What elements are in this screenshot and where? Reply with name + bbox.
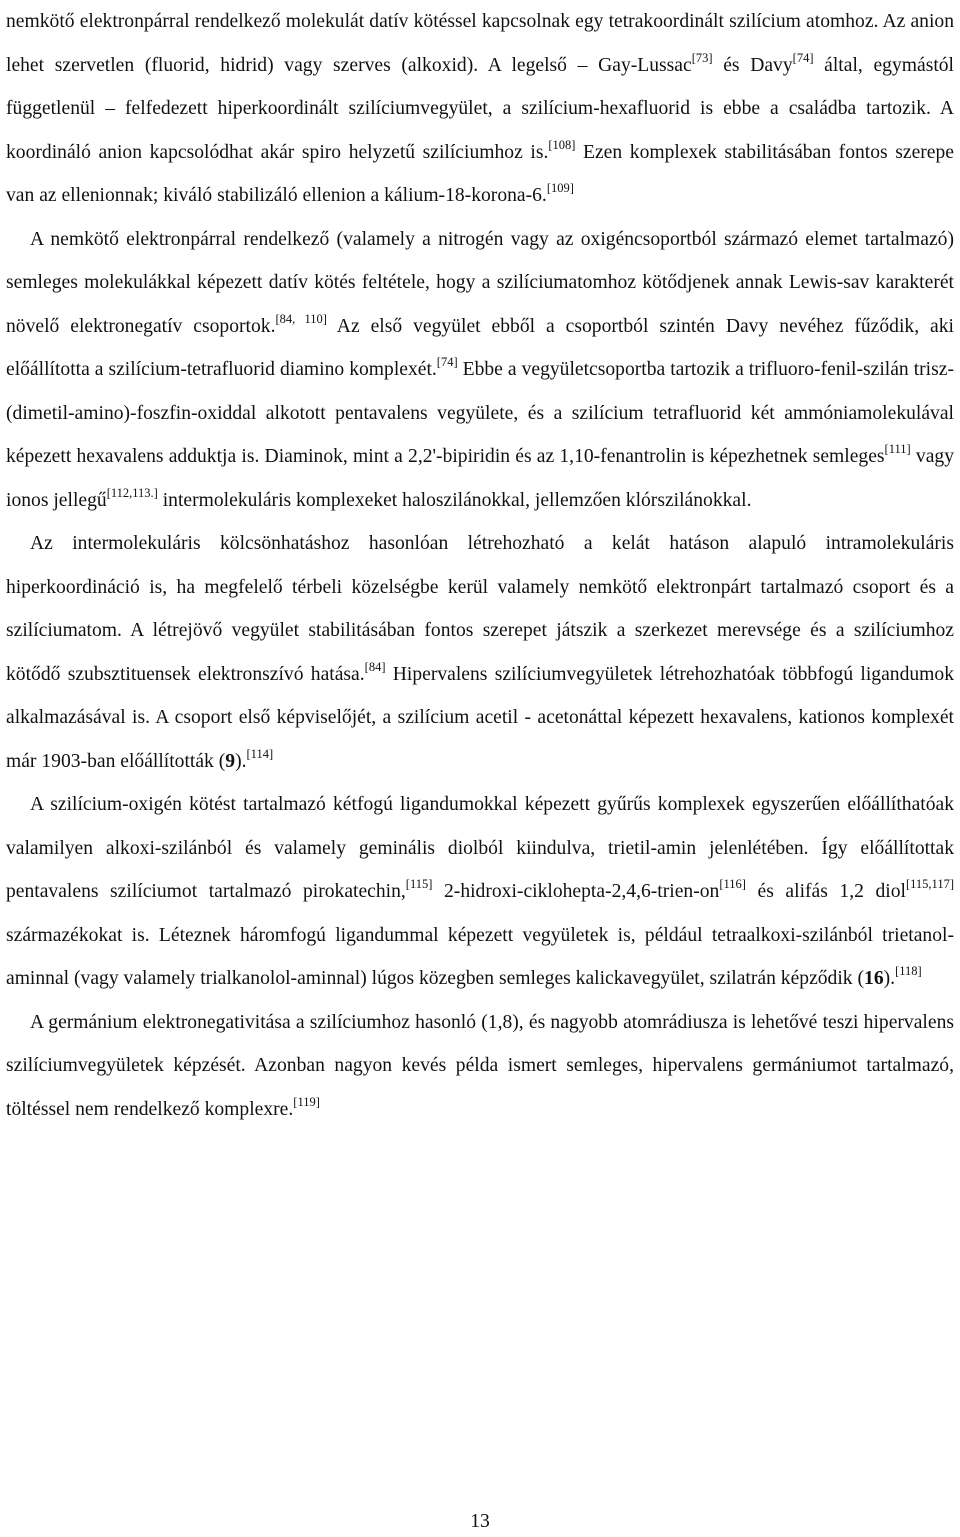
paragraph-p2 <box>6 218 954 523</box>
citation-ref: [116] <box>719 877 746 891</box>
paragraph-p5 <box>6 1001 954 1132</box>
paragraph-p1 <box>6 0 954 218</box>
text-segment: Ebbe a vegyületcsoportba tartozik a trifluoro-fenil-szilán trisz-(dimetil-amino)-foszfin-oxiddal alkotott pentavalens vegyülete, és a szilícium tetrafluorid két ammóniamolekulával képezett hexavalens adduktja is. Diaminok, mint a 2,2'-bipiridin és az 1,10-fenantrolin is képezhetnek semleges <box>6 359 954 467</box>
citation-ref: [119] <box>293 1094 320 1109</box>
compound-number: 9 <box>225 750 236 772</box>
text-segment: vagy ionos jellegű <box>6 446 954 511</box>
text-segment: nemkötő elektronpárral rendelkező molekulát datív kötéssel kapcsolnak egy tetrakoordinált szilícium atomhoz. Az anion lehet szervetlen (fluorid, hidrid) vagy szerves (alkoxid). A legelső – Gay-Lussac <box>6 11 954 76</box>
text-segment: és alifás 1,2 diol <box>745 881 906 902</box>
citation-ref: [115] <box>405 877 433 891</box>
text-segment: Az első vegyület ebből a csoportból szintén Davy nevéhez fűződik, aki előállította a szilícium-tetrafluorid diamino komplexét. <box>6 315 954 380</box>
compound-number: 16 <box>864 968 884 989</box>
text-segment: 2-hidroxi-ciklohepta-2,4,6-trien-on <box>432 881 720 902</box>
page-number: 13 <box>470 1511 490 1532</box>
paragraph-p3 <box>6 522 954 783</box>
text-segment: által, egymástól függetlenül – felfedezett hiperkoordinált szilíciumvegyület, a szilícium-hexafluorid is ebbe a családba tartozik. A koordináló anion kapcsolódhat akár spiro helyzetű szilíciumhoz is. <box>6 54 955 163</box>
citation-ref: [84, 110] <box>275 311 327 326</box>
text-segment: A szilícium-oxigén kötést tartalmazó kétfogú ligandumokkal képezett gyűrűs komplexek egyszerűen előállíthatóak valamilyen alkoxi-szilánból és valamely geminális diolból kiindulva, trietil-amin jelenlétében. Így előállítottak pentavalens szilíciumot tartalmazó pirokatechin, <box>6 794 954 902</box>
text-segment: A germánium elektronegativitása a szilíciumhoz hasonló (1,8), és nagyobb atomrádiusza is lehetővé teszi hipervalens szilíciumvegyületek képzését. Azonban nagyon kevés példa ismert semleges, hipervalens germániumot tartalmazó, töltéssel nem rendelkező komplexre. <box>6 1011 954 1120</box>
text-segment: Hipervalens szilíciumvegyületek létrehozhatóak többfogú ligandumok alkalmazásával is. A csoport első képviselőjét, a szilícium acetil - acetonáttal képezett hexavalens, kationos komplexét már 1903-ban előállították ( <box>6 663 955 772</box>
citation-ref: [74] <box>792 50 814 65</box>
paragraph-p4 <box>6 783 954 1001</box>
text-segment: és Davy <box>712 54 793 76</box>
citation-ref: [114] <box>246 746 274 761</box>
citation-ref: [109] <box>546 181 574 195</box>
citation-ref: [84] <box>364 659 386 674</box>
text-segment: Az intermolekuláris kölcsönhatáshoz hasonlóan létrehozható a kelát hatáson alapuló intramolekuláris hiperkoordináció is, ha megfelelő térbeli közelségbe kerül valamely nemkötő elektronpárt tartalmazó csoport és a szilíciumatom. A létrejövő vegyület stabilitásában fontos szerepet játszik a szerkezet merevsége és a szilíciumhoz kötődő szubsztituensek elektronszívó hatása. <box>6 533 954 685</box>
text-segment: intermolekuláris komplexeket haloszilánokkal, jellemzően klórszilánokkal. <box>157 489 752 511</box>
page-body <box>6 0 954 1131</box>
text-segment: ). <box>883 968 896 989</box>
citation-ref: [118] <box>895 964 922 978</box>
citation-ref: [74] <box>436 355 458 369</box>
citation-ref: [115,117] <box>905 877 955 891</box>
text-segment: származékokat is. Léteznek háromfogú ligandummal képezett vegyületek is, például tetraalkoxi-szilánból trietanol-aminnal (vagy valamely trialkanolol-aminnal) lúgos közegben semleges kalickavegyület, szilatrán képződik ( <box>6 924 954 989</box>
text-segment: Ezen komplexek stabilitásában fontos szerepe van az ellenionnak; kiváló stabilizáló ellenion a kálium-18-korona-6. <box>6 141 954 206</box>
citation-ref: [108] <box>548 137 576 152</box>
citation-ref: [111] <box>884 442 911 456</box>
citation-ref: [73] <box>691 50 713 65</box>
text-segment: ). <box>235 750 247 772</box>
citation-ref: [112,113.] <box>106 485 158 500</box>
text-segment: A nemkötő elektronpárral rendelkező (valamely a nitrogén vagy az oxigéncsoportból származó elemet tartalmazó) semleges molekulákkal képezett datív kötés feltétele, hogy a szilíciumatomhoz kötődjenek annak Lewis-sav karakterét növelő elektronegatív csoportok. <box>6 228 954 337</box>
